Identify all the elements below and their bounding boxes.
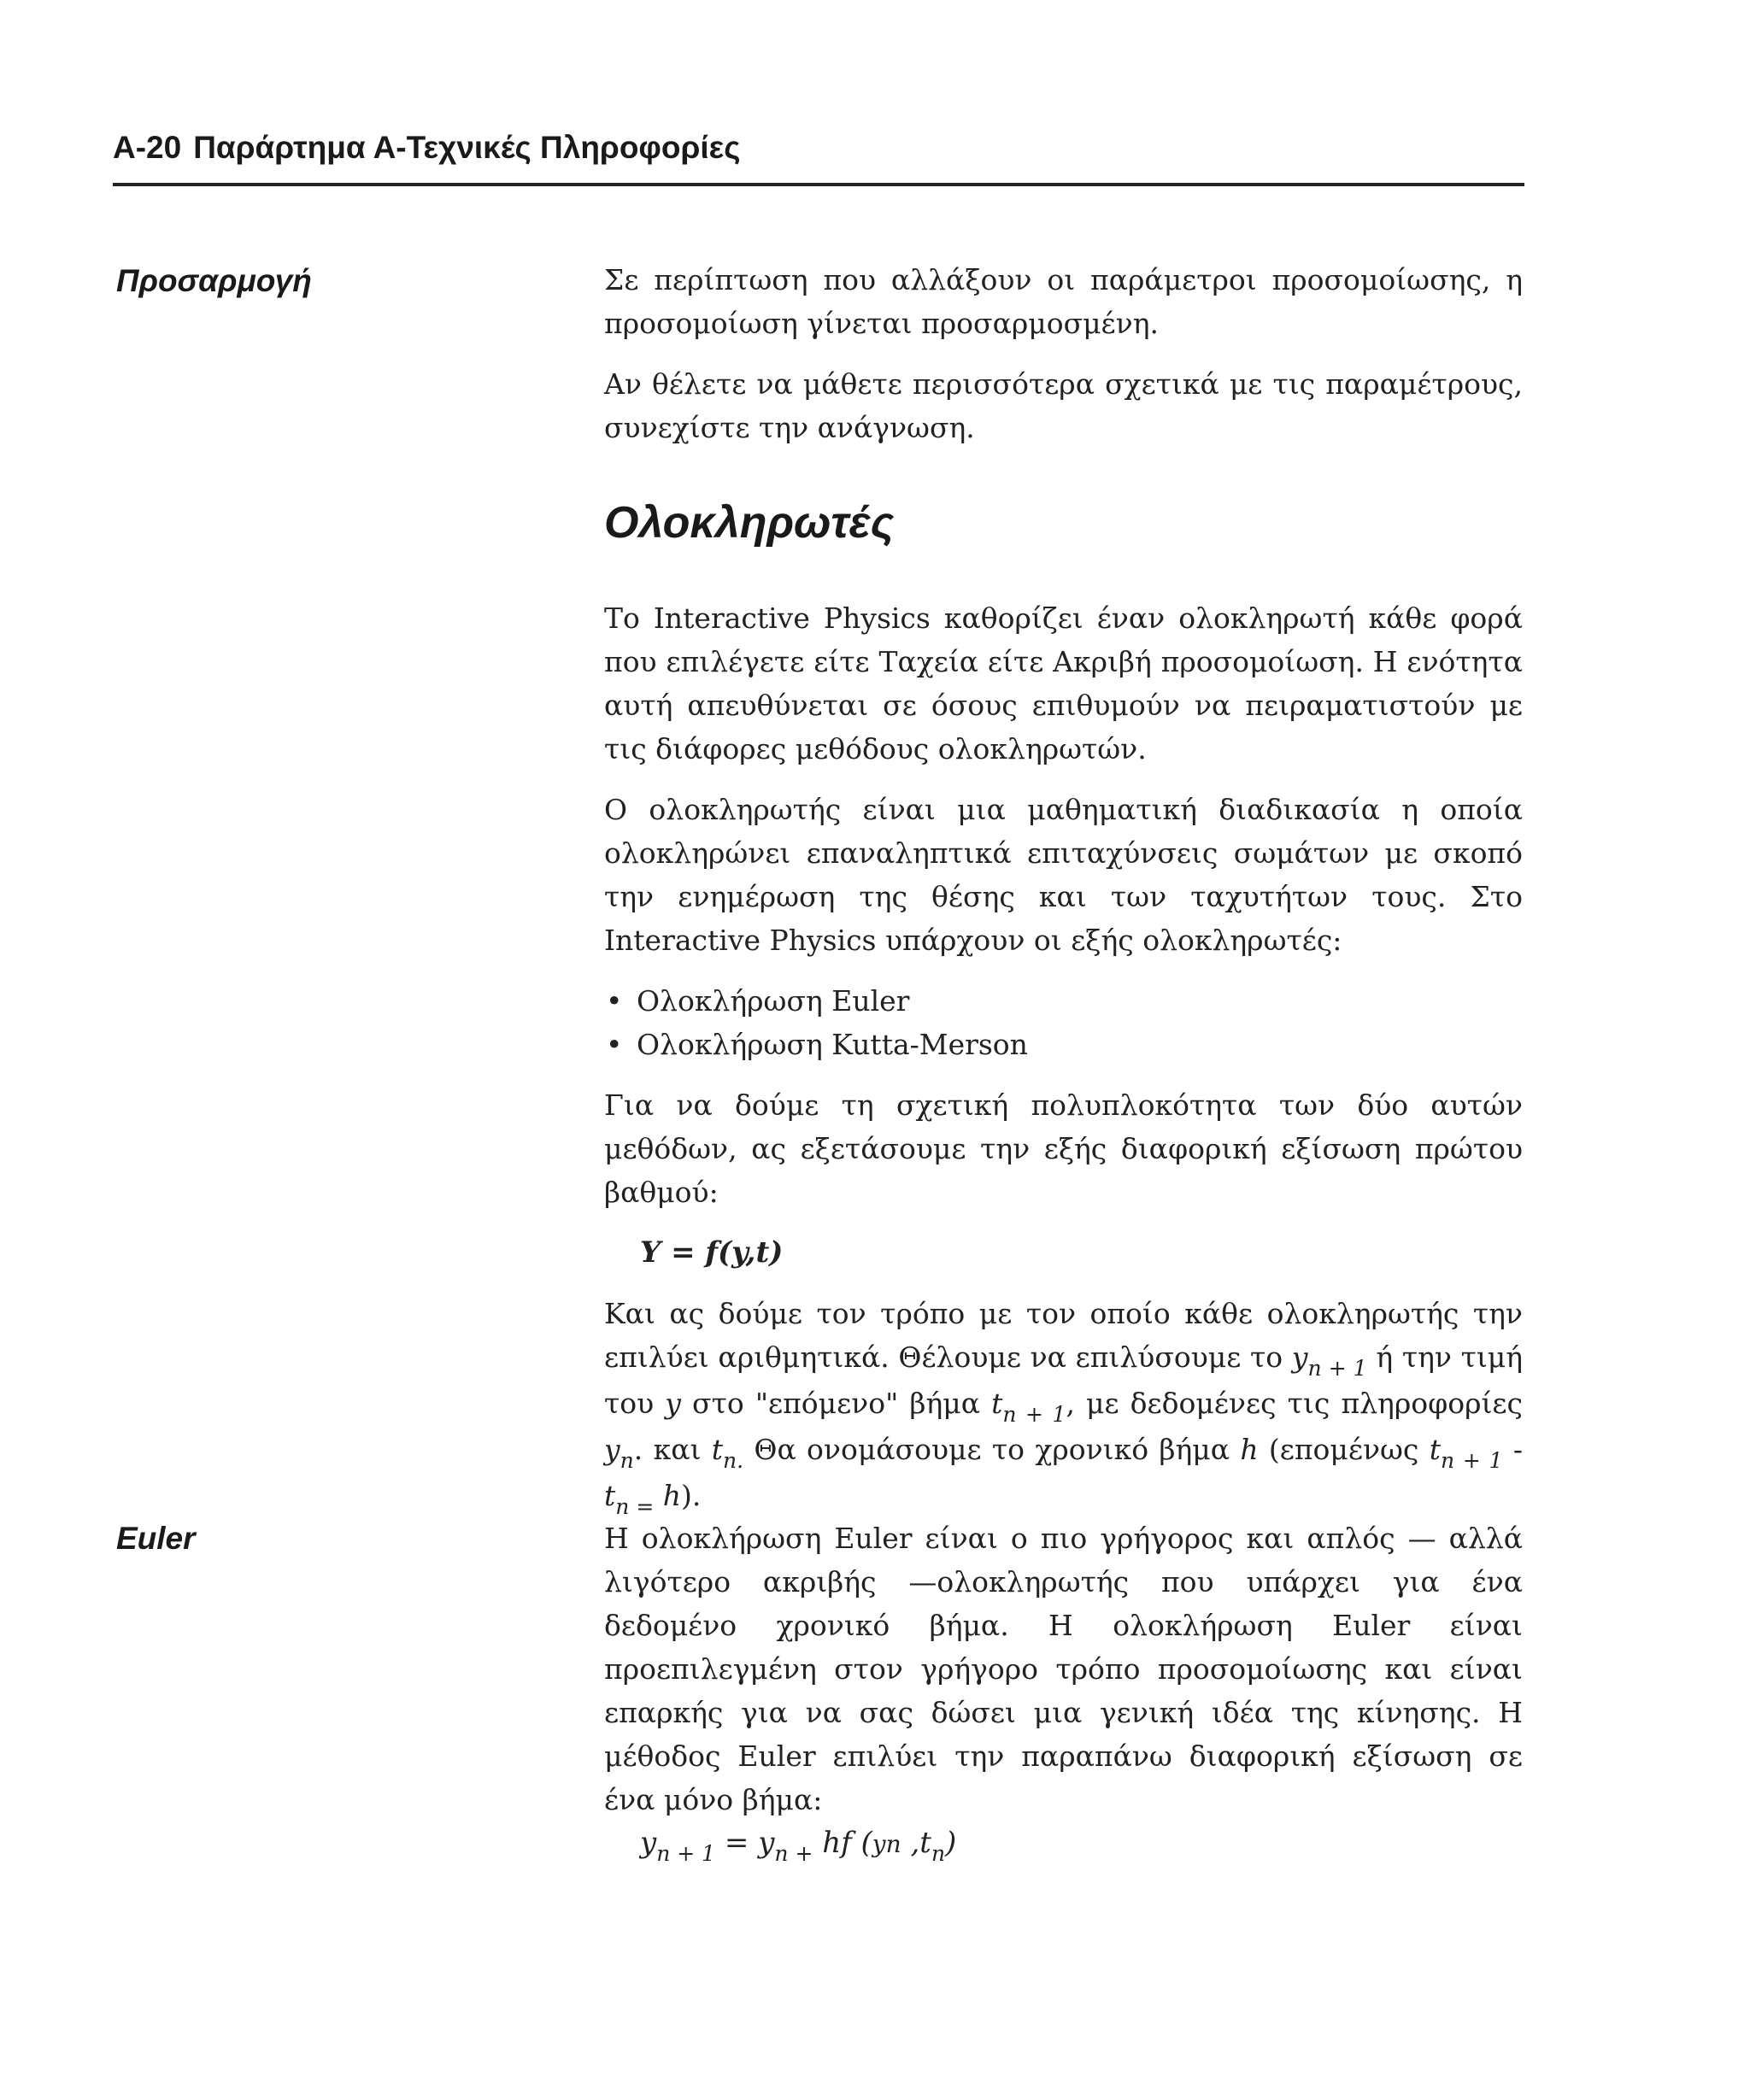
section-heading-integrators: Ολοκληρωτές [604, 498, 895, 548]
page-number: A-20 [113, 130, 182, 165]
integrators-paragraph-3: Για να δούμε τη σχετική πολυπλοκότητα των δύο αυτών μεθόδων, ας εξετάσουμε την εξής διαφορική εξίσωση πρώτου βαθμού: [604, 1088, 1523, 1209]
integrators-paragraph-2: Ο ολοκληρωτής είναι μια μαθηματική διαδικασία η οποία ολοκληρώνει επαναληπτικά επιταχύνσεις σωμάτων με σκοπό την ενημέρωση της θέσης και των ταχυτήτων τους. Στο Interactive Physics υπάρχουν οι εξής ολοκληρωτές: [604, 793, 1523, 957]
euler-paragraph: Η ολοκλήρωση Euler είναι ο πιο γρήγορος και απλός — αλλά λιγότερο ακριβής —ολοκληρωτής που υπάρχει για ένα δεδομένο χρονικό βήμα. Η ολοκλήρωση Euler είναι προεπιλεγμένη στον γρήγορο τρόπο προσομοίωσης και είναι επαρκής για να σας δώσει μια γενική ιδέα της κίνησης. Η μέθοδος Euler επιλύει την παραπάνω διαφορική εξίσωση σε ένα μόνο βήμα: [604, 1522, 1523, 1816]
euler-section [604, 1516, 1523, 1867]
bullet-icon: • [606, 984, 623, 1018]
adaptation-paragraph-2: Αν θέλετε να μάθετε περισσότερα σχετικά με τις παραμέτρους, συνεχίστε την ανάγνωση. [604, 367, 1523, 444]
integrators-paragraph-1: Το Interactive Physics καθορίζει έναν ολοκληρωτή κάθε φορά που επιλέγετε είτε Ταχεία είτε Ακριβή προσομοίωση. Η ενότητα αυτή απευθύνεται σε όσους επιθυμούν να πειραματιστούν με τις διάφορες μεθόδους ολοκληρωτών. [604, 601, 1523, 766]
list-item-text: Ολοκλήρωση Kutta-Merson [637, 1028, 1028, 1061]
integrators-paragraph-4: Και ας δούμε τον τρόπο με τον οποίο κάθε ολοκληρωτής την επιλύει αριθμητικά. Θέλουμε να επιλύσουμε το $y_{n + 1}$ ή την τιμή του y στο "επόμενο" βήμα $t_{n + 1}$, με δεδομένες τις πληροφορίες $y_n$. και $t_{n.}$ Θα ονομάσουμε το χρονικό βήμα h (επομένως $t_{n + 1} - t_{n =}$ h). [604, 1297, 1524, 1519]
adaptation-paragraph-1: Σε περίπτωση που αλλάξουν οι παράμετροι προσομοίωσης, η προσομοίωση γίνεται προσαρμοσμένη. [604, 263, 1523, 340]
side-label-adaptation: Προσαρμογή [116, 263, 312, 298]
list-item [604, 979, 1523, 1023]
integrator-list [604, 979, 1523, 1066]
list-item-text: Ολοκλήρωση Euler [637, 984, 910, 1018]
euler-formula: $y_{n + 1} = y_{n +}$ hf (yn $,t_n$) [640, 1826, 957, 1866]
chapter-title: Παράρτημα Α-Τεχνικές Πληροφορίες [193, 130, 741, 165]
side-label-euler: Euler [116, 1521, 196, 1556]
equation: Y = f(y,t) [640, 1235, 784, 1270]
list-item [604, 1023, 1523, 1066]
main-column [604, 258, 1523, 1537]
bullet-icon: • [606, 1028, 623, 1061]
running-header [113, 126, 1524, 186]
